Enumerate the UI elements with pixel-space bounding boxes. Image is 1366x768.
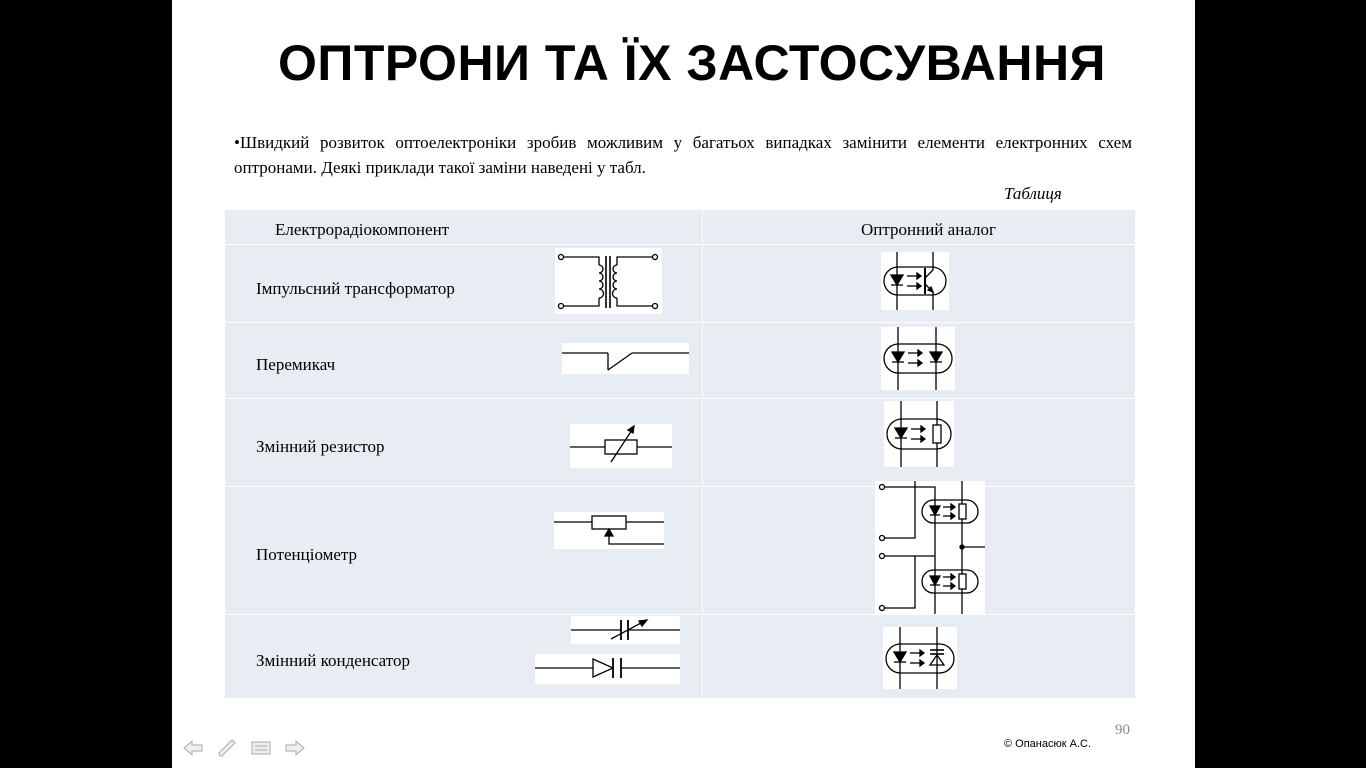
row-divider <box>225 486 1135 487</box>
next-arrow-icon[interactable] <box>284 738 306 758</box>
intro-paragraph: •Швидкий розвиток оптоелектроніки зробив можливим у багатьох випадках замінити елементи електронних схем оптронами. Деякі приклади такої заміни наведені у табл. <box>234 133 1132 177</box>
copyright: © Опанасюк А.С. <box>1004 738 1091 750</box>
header-component: Електрорадіокомпонент <box>275 220 450 239</box>
components-table <box>225 210 1135 698</box>
varicap-diode-icon <box>535 654 680 684</box>
column-divider <box>702 210 703 698</box>
page-number: 90 <box>1115 722 1130 738</box>
switch-icon <box>562 343 689 374</box>
row-divider <box>225 244 1135 245</box>
row-label-potentiometer: Потенціометр <box>256 545 358 564</box>
variable-resistor-icon <box>570 424 672 468</box>
variable-capacitor-icon <box>571 616 680 644</box>
row-divider <box>225 614 1135 615</box>
pen-icon[interactable] <box>216 738 238 758</box>
row-label-variable-resistor: Змінний резистор <box>256 437 385 456</box>
slide-title: ОПТРОНИ ТА ЇХ ЗАСТОСУВАННЯ <box>278 35 1106 91</box>
slide-navigation <box>182 738 306 758</box>
menu-icon[interactable] <box>250 738 272 758</box>
header-analog: Оптронний аналог <box>861 220 996 239</box>
dual-photoresistor-optocoupler-icon <box>875 481 985 614</box>
row-divider <box>225 322 1135 323</box>
row-label-switch: Перемикач <box>256 355 336 374</box>
table-caption: Таблиця <box>1004 184 1062 203</box>
photodiode-optocoupler-icon <box>881 327 955 390</box>
row-label-pulse-transformer: Імпульсний трансформатор <box>256 279 455 298</box>
previous-arrow-icon[interactable] <box>182 738 204 758</box>
photovaricap-optocoupler-icon <box>883 627 957 689</box>
phototransistor-optocoupler-icon <box>881 252 949 310</box>
pulse-transformer-icon <box>555 248 662 314</box>
row-label-variable-capacitor: Змінний конденсатор <box>256 651 410 670</box>
potentiometer-icon <box>554 512 664 549</box>
row-divider <box>225 398 1135 399</box>
slide <box>172 0 1195 768</box>
photoresistor-optocoupler-icon <box>884 401 954 467</box>
